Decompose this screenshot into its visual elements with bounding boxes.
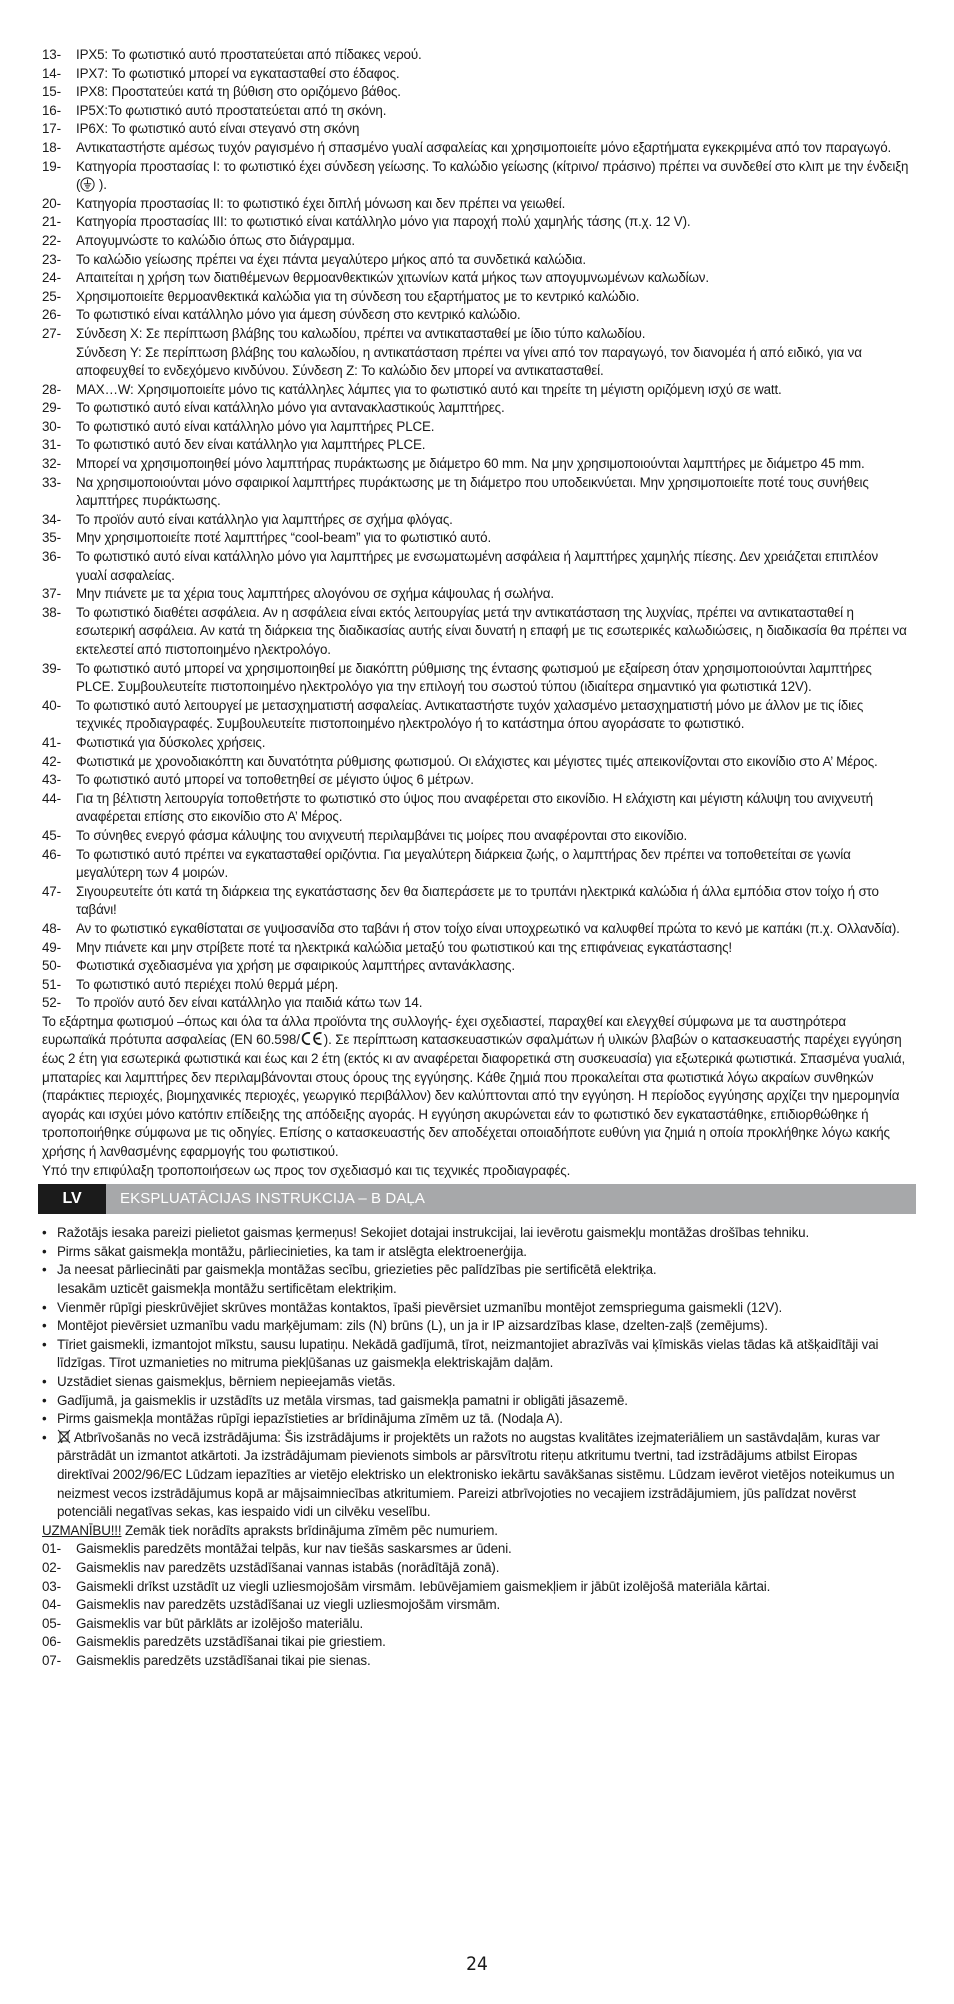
greek-instruction-item <box>42 994 912 1013</box>
greek-instruction-item-text: Φωτιστικά με χρονοδιακόπτη και δυνατότητα ρύθμισης φωτισμού. Οι ελάχιστες και μέγιστες τιμές απεικονίζονται στο εικονίδιο στο Α’ Μέρος. <box>76 753 878 769</box>
greek-instruction-item <box>42 399 912 418</box>
earth-ground-icon <box>80 177 95 192</box>
lv-bullet-item <box>42 1336 912 1373</box>
lv-bullet-text: Uzstādiet sienas gaismekļus, bērniem nepieejamās vietās. <box>57 1373 396 1389</box>
greek-instruction-item-text: Το φωτιστικό αυτό περιέχει πολύ θερμά μέρη. <box>76 976 339 992</box>
greek-instruction-item-number: 13- <box>42 47 61 62</box>
lv-instruction-item-text: Gaismeklis var būt pārklāts ar izolējošo materiālu. <box>76 1615 364 1631</box>
greek-instruction-item <box>42 83 912 102</box>
greek-instruction-item-number: 51- <box>42 976 61 992</box>
greek-instruction-item-number: 20- <box>42 195 61 211</box>
latvian-bullet-list <box>42 1224 912 1522</box>
lv-instruction-item <box>42 1540 912 1559</box>
lv-instruction-item-text: Gaismeklis nav paredzēts uzstādīšanai vannas istabās (norādītājā zonā). <box>76 1559 500 1575</box>
section-title: EKSPLUATĀCIJAS INSTRUKCIJA – B DAĻA <box>120 1189 425 1207</box>
page-number: 24 <box>466 1953 488 1975</box>
lv-instruction-item-number: 06- <box>42 1634 61 1650</box>
greek-instruction-item <box>42 455 912 474</box>
greek-instruction-item-number: 16- <box>42 102 61 118</box>
greek-instruction-item-text: Φωτιστικά σχεδιασμένα για χρήση με σφαιρικούς λαμπτήρες αντανάκλασης. <box>76 958 515 974</box>
section-header-band <box>38 1184 916 1214</box>
greek-instruction-item-text: Το φωτιστικό αυτό είναι κατάλληλο μόνο για αντανακλαστικούς λαμπτήρες. <box>76 400 505 416</box>
greek-instruction-item-text: Κατηγορία προστασίας III: το φωτιστικό είναι κατάλληλο μόνο για παροχή πολύ χαμηλής τάσης (π.χ. 12 V). <box>76 214 691 230</box>
greek-instruction-item-text: Για τη βέλτιστη λειτουργία τοποθετήστε το φωτιστικό στο ύψος που αναφέρεται στο εικονίδιο. Η ελάχιστη και μέγιστη κάλυψη του ανιχνευτή αναφέρεται επίσης στο εικονίδιο στο Α’ Μέρος. <box>76 790 873 825</box>
greek-instruction-item-text: IPX5: Το φωτιστικό αυτό προστατεύεται από πίδακες νερού. <box>76 47 422 62</box>
greek-instruction-item-text: IPX8: Προστατεύει κατά τη βύθιση στο οριζόμενο βάθος. <box>76 84 401 100</box>
bullet-dot: • <box>42 1411 47 1427</box>
lv-bullet-text: Pirms gaismekļa montāžas rūpīgi iepazīstieties ar brīdinājuma zīmēm uz tā. (Nodaļa A). <box>57 1411 563 1427</box>
greek-instruction-item <box>42 102 912 121</box>
bullet-dot: • <box>42 1299 47 1315</box>
greek-instruction-item <box>42 65 912 84</box>
greek-instruction-item <box>42 325 912 381</box>
lv-bullet-text: Gadījumā, ja gaismeklis ir uzstādīts uz metāla virsmas, tad gaismekļa pamatni ir obligāti jāsazemē. <box>57 1392 628 1408</box>
greek-instruction-item <box>42 139 912 158</box>
greek-instruction-item-number: 27- <box>42 325 61 341</box>
greek-instruction-item-text: Μην πιάνετε και μην στρίβετε ποτέ τα ηλεκτρικά καλώδια μεταξύ του φωτιστικού και της επιφάνειας εγκατάστασης! <box>76 939 732 955</box>
lv-bullet-text: Ražotājs iesaka pareizi pielietot gaismas ķermeņus! Sekojiet dotajai instrukcijai, lai ievērotu gaismekļu montāžas drošības tehniku. <box>57 1225 810 1241</box>
greek-instruction-item-text: MAX…W: Χρησιμοποιείτε μόνο τις κατάλληλες λάμπες για το φωτιστικό αυτό και τηρείτε τη μέγιστη οριζόμενη ισχύ σε watt. <box>76 381 782 397</box>
greek-instruction-item-number: 28- <box>42 381 61 397</box>
greek-instruction-item-number: 31- <box>42 437 61 453</box>
lv-bullet-item <box>42 1224 912 1243</box>
greek-instruction-item <box>42 827 912 846</box>
greek-instruction-item-text: Το φωτιστικό αυτό μπορεί να χρησιμοποιηθεί με διακόπτη ρύθμισης της έντασης φωτισμού με εξαίρεση όταν χρησιμοποιούνται λαμπτήρες PLCE. Συμβουλευτείτε πιστοποιημένο ηλεκτρολόγο για την επιλογή του σωστού τύπου (ιδιαίτερα σημαντικό για φωτιστικά 12V). <box>76 660 872 695</box>
lv-instruction-item-text: Gaismeklis paredzēts montāžai telpās, kur nav tiešās saskarsmes ar ūdeni. <box>76 1541 512 1557</box>
greek-instruction-item <box>42 976 912 995</box>
greek-instruction-item-text: Κατηγορία προστασίας II: το φωτιστικό έχει διπλή μόνωση και δεν πρέπει να γειωθεί. <box>76 195 566 211</box>
lv-instruction-item-text: Gaismeklis paredzēts uzstādīšanai tikai pie griestiem. <box>76 1634 386 1650</box>
greek-instruction-item-number: 50- <box>42 958 61 974</box>
greek-instruction-item-number: 44- <box>42 790 61 806</box>
lv-bullet-text: Atbrīvošanās no vecā izstrādājuma: Šis izstrādājums ir projektēts un ražots no augstas kvalitātes izejmateriāliem un sastāvdaļām, kuras var pārstrādāt un izmantot atkārtoti. Ja izstrādājumam pievienots simbols ar pārsvītrotu riteņu atkritumu tvertni, tad izstrādājums atbilst Eiropas direktīvai 2002/96/EC Lūdzam iepazīties ar vietējo elektrisko un elektronisko iekārtu savākšanas sistēmu. Lūdzam ievērot vietējos noteikumus un neizmest vecos izstrādājumus kopā ar mājsaimniecības atkritumiem. Pareizi atbrīvojoties no vecajiem izstrādājumiem, jūs palīdzat novērst potenciāli negatīvas sekas, kas iespaido vidi un cilvēku veselību. <box>57 1429 895 1520</box>
greek-instruction-item <box>42 957 912 976</box>
lv-bullet-item <box>42 1429 912 1522</box>
greek-instruction-item-text: Το φωτιστικό διαθέτει ασφάλεια. Αν η ασφάλεια είναι εκτός λειτουργίας μετά την αντικατάσταση της λυχνίας, πρέπει να αντικατασταθεί η εσωτερική ασφάλεια. Αν κατά τη διάρκεια της διαδικασίας αυτής είναι δυνατή η επαφή με τις εσωτερικές καλωδιώσεις, η διαδικασία θα πρέπει να εκτελεστεί από πιστοποιημένο ηλεκτρολόγο. <box>76 604 907 657</box>
lv-bullet-item <box>42 1261 912 1298</box>
greek-instruction-item-number: 32- <box>42 456 61 472</box>
bullet-dot: • <box>42 1318 47 1334</box>
greek-instruction-item <box>42 120 912 139</box>
warning-text: Zemāk tiek norādīts apraksts brīdinājuma zīmēm pēc numuriem. <box>121 1522 498 1538</box>
lv-bullet-item <box>42 1373 912 1392</box>
greek-instruction-item-text: Κατηγορία προστασίας I: το φωτιστικό έχει σύνδεση γείωσης. Το καλώδιο γείωσης (κίτρινο/ πράσινο) πρέπει να συνδεθεί στο κλιπ με την ένδειξη ( ). <box>76 158 909 193</box>
greek-instruction-item-text: Μην χρησιμοποιείτε ποτέ λαμπτήρες “cool-beam” για το φωτιστικό αυτό. <box>76 530 492 546</box>
greek-instruction-item-text: Σύνδεση X: Σε περίπτωση βλάβης του καλωδίου, πρέπει να αντικατασταθεί με ίδιο τύπο καλωδίου. Σύνδεση Y: Σε περίπτωση βλάβης του καλωδίου, η αντικατάσταση πρέπει να γίνει από τον παραγωγό, τον διανομέα ή από ειδικό, για να αποφευχθεί το ενδεχόμενο κινδύνου. Σύνδεση Z: Το καλώδιο δεν μπορεί να αντικατασταθεί. <box>76 325 862 379</box>
greek-instruction-item-number: 22- <box>42 232 61 248</box>
lv-warning-line <box>42 1522 912 1541</box>
greek-instruction-item-text: Να χρησιμοποιούνται μόνο σφαιρικοί λαμπτήρες πυράκτωσης με τη διάμετρο που υποδεικνύεται. Μην χρησιμοποιείτε ποτέ τους συνήθεις λαμπτήρες πυράκτωσης. <box>76 474 869 509</box>
greek-instruction-item-text: Το φωτιστικό είναι κατάλληλο μόνο για άμεση σύνδεση στο κεντρικό καλώδιο. <box>76 307 521 323</box>
bullet-dot: • <box>42 1225 47 1241</box>
greek-instruction-item <box>42 920 912 939</box>
greek-instruction-item <box>42 288 912 307</box>
greek-final-note: Υπό την επιφύλαξη τροποποιήσεων ως προς τον σχεδιασμό και τις τεχνικές προδιαγραφές. <box>42 1162 571 1178</box>
greek-instruction-item-text: Το φωτιστικό αυτό είναι κατάλληλο μόνο για λαμπτήρες με ενσωματωμένη ασφάλεια ή λαμπτήρες χαμηλής πίεσης. Δεν χρειάζεται επιπλέον γυαλί ασφαλείας. <box>76 549 878 583</box>
greek-instruction-item-text: Αν το φωτιστικό εγκαθίσταται σε γυψοσανίδα στο ταβάνι ή στον τοίχο είναι υποχρεωτικό να καλυφθεί πρώτα το κενό με καπάκι (π.χ. Ολλανδία). <box>76 920 900 936</box>
lv-bullet-item <box>42 1410 912 1429</box>
greek-instruction-item-number: 37- <box>42 586 61 602</box>
greek-instruction-item-number: 45- <box>42 827 61 843</box>
greek-instruction-item <box>42 195 912 214</box>
greek-instruction-item <box>42 232 912 251</box>
bullet-dot: • <box>42 1336 47 1352</box>
greek-instruction-item-number: 40- <box>42 697 61 713</box>
greek-instruction-list <box>42 46 912 1013</box>
greek-instruction-item-number: 46- <box>42 846 61 862</box>
greek-instruction-item-text: Μπορεί να χρησιμοποιηθεί μόνο λαμπτήρας πυράκτωσης με διάμετρο 60 mm. Να μην χρησιμοποιούνται λαμπτήρες με διάμετρο 45 mm. <box>76 456 865 472</box>
bullet-dot: • <box>42 1262 47 1278</box>
lv-instruction-item-number: 05- <box>42 1615 61 1631</box>
greek-warranty-paragraph <box>42 1013 912 1162</box>
crossed-wheelie-bin-icon <box>57 1429 71 1444</box>
bullet-dot: • <box>42 1429 47 1445</box>
greek-instruction-item <box>42 771 912 790</box>
greek-instruction-item <box>42 660 912 697</box>
greek-instruction-item <box>42 753 912 772</box>
greek-instruction-item <box>42 158 912 195</box>
warning-label: UZMANĪBU!!! <box>42 1522 122 1538</box>
greek-instruction-item-text: Φωτιστικά για δύσκολες χρήσεις. <box>76 734 266 750</box>
lv-bullet-text: Ja neesat pārliecināti par gaismekļa montāžas secību, griezieties pēc palīdzības pie sertificētā elektriķa. Iesakām uzticēt gaismekļa montāžu sertificētam elektriķim. <box>57 1262 657 1296</box>
greek-instruction-item-number: 25- <box>42 288 61 304</box>
greek-instruction-item-number: 15- <box>42 84 61 100</box>
greek-instruction-item-text: Το φωτιστικό αυτό λειτουργεί με μετασχηματιστή ασφαλείας. Αντικαταστήστε τυχόν χαλασμένο μετασχηματιστή μόνο με άλλον με τις ίδιες τεχνικές προδιαγραφές. Συμβουλευτείτε πιστοποιημένο ηλεκτρολόγο ή το κατάστημα όπου αγοράσατε το φωτιστικό. <box>76 697 864 732</box>
greek-instruction-item <box>42 883 912 920</box>
greek-instruction-item <box>42 474 912 511</box>
greek-instruction-item <box>42 381 912 400</box>
greek-instruction-item-number: 17- <box>42 121 61 137</box>
greek-instruction-item-number: 52- <box>42 995 61 1011</box>
greek-instruction-item-text: IP6X: Το φωτιστικό αυτό είναι στεγανό στη σκόνη <box>76 121 360 137</box>
lv-bullet-text: Pirms sākat gaismekļa montāžu, pārliecinieties, ka tam ir atslēgta elektroenerģija. <box>57 1243 527 1259</box>
greek-instruction-item-text: Απαιτείται η χρήση των διατιθέμενων θερμοανθεκτικών χιτωνίων κατά μήκος των απογυμνωμένων καλωδίων. <box>76 270 709 286</box>
greek-instruction-item <box>42 939 912 958</box>
bullet-dot: • <box>42 1392 47 1408</box>
lv-instruction-item-text: Gaismeklis nav paredzēts uzstādīšanai uz viegli uzliesmojošām virsmām. <box>76 1597 501 1613</box>
language-code: LV <box>38 1184 106 1214</box>
greek-instruction-item <box>42 529 912 548</box>
lv-instruction-item <box>42 1633 912 1652</box>
greek-instruction-item <box>42 436 912 455</box>
greek-instruction-item <box>42 734 912 753</box>
greek-instruction-item <box>42 790 912 827</box>
greek-instruction-item <box>42 251 912 270</box>
lv-instruction-item <box>42 1652 912 1671</box>
lv-instruction-item-text: Gaismeklis paredzēts uzstādīšanai tikai pie sienas. <box>76 1652 371 1668</box>
greek-instruction-item-number: 48- <box>42 920 61 936</box>
lv-bullet-item <box>42 1243 912 1262</box>
greek-instruction-item-text: Απογυμνώστε το καλώδιο όπως στο διάγραμμα. <box>76 232 355 248</box>
warranty-text-end: ). Σε περίπτωση κατασκευαστικών σφαλμάτων ή υλικών βλαβών ο κατασκευαστής παρέχει εγγύηση έως 2 έτη για εσωτερικά φωτιστικά και έως και 2 έτη (εκτός κι αν αναφέρεται διαφορετικά στη συσκευασία) για εξωτερικά φωτιστικά. Σπασμένα γυαλιά, μπαταρίες και λαμπτήρες δεν περιλαμβάνονται στους όρους της εγγύησης. Κάθε ζημιά που προκαλείται στα φωτιστικά λόγω ακραίων συνθηκών (παράκτιες περιοχές, βιομηχανικές περιοχές, γεωργικό περιβάλλον) δεν καλύπτονται από την εγγύηση. Η περίοδος εγγύησης αρχίζει την ημερομηνία αγοράς και ισχύει μόνο κατόπιν επίδειξης της απόδειξης αγοράς. Η εγγύηση ακυρώνεται εάν το φωτιστικό δεν εγκαταστάθηκε, επιδιορθώθηκε ή τροποποιήθηκε σύμφωνα με τις οδηγίες. Επίσης ο κατασκευαστής δεν αποδέχεται οποιαδήποτε ευθύνη για ζημιά η οποία προκλήθηκε λόγω κακής χρήσης ή λανθασμένης εφαρμογής του φωτιστικού. <box>42 1032 906 1160</box>
lv-bullet-item <box>42 1317 912 1336</box>
lv-bullet-text: Montējot pievērsiet uzmanību vadu marķējumam: zils (N) brūns (L), un ja ir IP aizsardzības klase, dzelten-zaļš (zemējums). <box>57 1318 768 1334</box>
lv-instruction-item-number: 03- <box>42 1578 61 1594</box>
greek-instruction-item-number: 34- <box>42 511 61 527</box>
greek-instruction-item-number: 14- <box>42 65 61 81</box>
lv-bullet-item <box>42 1392 912 1411</box>
greek-instruction-item-number: 49- <box>42 939 61 955</box>
greek-instruction-item-text: Σιγουρευτείτε ότι κατά τη διάρκεια της εγκατάστασης δεν θα διαπεράσετε με το τρυπάνι ηλεκτρικά καλώδια ή άλλα εμπόδια στον τοίχο ή στο ταβάνι! <box>76 883 879 918</box>
greek-instruction-item-number: 21- <box>42 214 61 230</box>
greek-instruction-item-text: Το φωτιστικό αυτό είναι κατάλληλο μόνο για λαμπτήρες PLCE. <box>76 418 435 434</box>
greek-instruction-item <box>42 511 912 530</box>
greek-instruction-item-number: 36- <box>42 549 61 565</box>
lv-instruction-item <box>42 1578 912 1597</box>
greek-instruction-item-number: 23- <box>42 251 61 267</box>
ce-mark-icon <box>300 1031 324 1046</box>
lv-bullet-text: Tīriet gaismekli, izmantojot mīkstu, sausu lupatiņu. Nekādā gadījumā, tīrot, neizmantojiet abrazīvās vai ķīmiskās vielas tādas kā atšķaidītāji vai līdzīgas. Tīrot uzmanieties no mitruma piekļūšanas uz gaismekļa elektriskajām daļām. <box>57 1336 879 1371</box>
greek-instruction-item <box>42 548 912 585</box>
greek-instruction-item-text: Μην πιάνετε με τα χέρια τους λαμπτήρες αλογόνου σε σχήμα κάψουλας ή σωλήνα. <box>76 586 554 602</box>
greek-instruction-item-number: 24- <box>42 270 61 286</box>
lv-bullet-text: Vienmēr rūpīgi pieskrūvējiet skrūves montāžas kontaktos, īpaši pievērsiet uzmanību montējot zemsprieguma gaismekli (12V). <box>57 1299 783 1315</box>
greek-instruction-item-number: 47- <box>42 883 61 899</box>
greek-instruction-item <box>42 418 912 437</box>
bullet-dot: • <box>42 1373 47 1389</box>
greek-instruction-item-number: 19- <box>42 158 61 174</box>
greek-instruction-item-text: Χρησιμοποιείτε θερμοανθεκτικά καλώδια για τη σύνδεση του εξαρτήματος με το κεντρικό καλώδιο. <box>76 288 640 304</box>
greek-instruction-item-number: 33- <box>42 474 61 490</box>
warranty-text-start: Το εξάρτημα φωτισμού –όπως και όλα τα άλλα προϊόντα της συλλογής- έχει σχεδιαστεί, παραχθεί και ελεγχθεί σύμφωνα με τα αυστηρότερα ευρωπαϊκά πρότυπα ασφαλείας (EN 60.598/ <box>42 1013 846 1048</box>
greek-instruction-item-text: Το φωτιστικό αυτό δεν είναι κατάλληλο για λαμπτήρες PLCE. <box>76 437 426 453</box>
greek-instruction-item <box>42 585 912 604</box>
greek-instruction-item-number: 30- <box>42 418 61 434</box>
greek-instruction-item-text: IPX7: Το φωτιστικό μπορεί να εγκατασταθεί στο έδαφος. <box>76 65 400 81</box>
lv-instruction-item-number: 04- <box>42 1597 61 1613</box>
greek-instruction-item-text: Το φωτιστικό αυτό πρέπει να εγκατασταθεί οριζόντια. Για μεγαλύτερη διάρκεια ζωής, ο λαμπτήρας δεν πρέπει να τοποθετείται σε γωνία μεγαλύτερη των 4 μοιρών. <box>76 846 851 881</box>
greek-instruction-item <box>42 269 912 288</box>
greek-instruction-item-number: 41- <box>42 734 61 750</box>
greek-instruction-item <box>42 46 912 65</box>
greek-instruction-item-number: 35- <box>42 530 61 546</box>
greek-instruction-item-number: 18- <box>42 139 61 155</box>
greek-instruction-item <box>42 604 912 660</box>
greek-instruction-item-text: Το προϊόν αυτό είναι κατάλληλο για λαμπτήρες σε σχήμα φλόγας. <box>76 511 453 527</box>
lv-bullet-item <box>42 1299 912 1318</box>
greek-instruction-item <box>42 306 912 325</box>
bullet-dot: • <box>42 1243 47 1259</box>
lv-instruction-item-text: Gaismekli drīkst uzstādīt uz viegli uzliesmojošām virsmām. Iebūvējamiem gaismekļiem ir jābūt izolējošā materiāla kārtai. <box>76 1578 771 1594</box>
greek-instruction-item-text: Το προϊόν αυτό δεν είναι κατάλληλο για παιδιά κάτω των 14. <box>76 995 423 1011</box>
greek-instruction-item-number: 43- <box>42 772 61 788</box>
greek-instruction-item <box>42 846 912 883</box>
lv-instruction-item-number: 01- <box>42 1541 61 1557</box>
greek-instruction-item-number: 29- <box>42 400 61 416</box>
greek-instruction-item-number: 42- <box>42 753 61 769</box>
greek-instruction-item-number: 39- <box>42 660 61 676</box>
greek-instruction-item-number: 38- <box>42 604 61 620</box>
lv-instruction-item-number: 02- <box>42 1559 61 1575</box>
greek-instruction-item-text: Το φωτιστικό αυτό μπορεί να τοποθετηθεί σε μέγιστο ύψος 6 μέτρων. <box>76 772 474 788</box>
greek-instruction-item <box>42 213 912 232</box>
latvian-instruction-list <box>42 1540 912 1670</box>
greek-instruction-item <box>42 697 912 734</box>
lv-instruction-item <box>42 1559 912 1578</box>
lv-instruction-item-number: 07- <box>42 1652 61 1668</box>
lv-instruction-item <box>42 1615 912 1634</box>
greek-instruction-item-text: IP5X:Το φωτιστικό αυτό προστατεύεται από τη σκόνη. <box>76 102 387 118</box>
greek-instruction-item-text: Το σύνηθες ενεργό φάσμα κάλυψης του ανιχνευτή περιλαμβάνει τις μοίρες που αναφέρονται στο εικονίδιο. <box>76 827 688 843</box>
document-page <box>42 46 912 1670</box>
greek-instruction-item-text: Αντικαταστήστε αμέσως τυχόν ραγισμένο ή σπασμένο γυαλί ασφαλείας και χρησιμοποιείτε μόνο εξαρτήματα εγκεκριμένα από τον παραγωγό. <box>76 139 892 155</box>
greek-instruction-item-number: 26- <box>42 307 61 323</box>
greek-instruction-item-text: Το καλώδιο γείωσης πρέπει να έχει πάντα μεγαλύτερο μήκος από τα συνδετικά καλώδια. <box>76 251 586 267</box>
lv-instruction-item <box>42 1596 912 1615</box>
